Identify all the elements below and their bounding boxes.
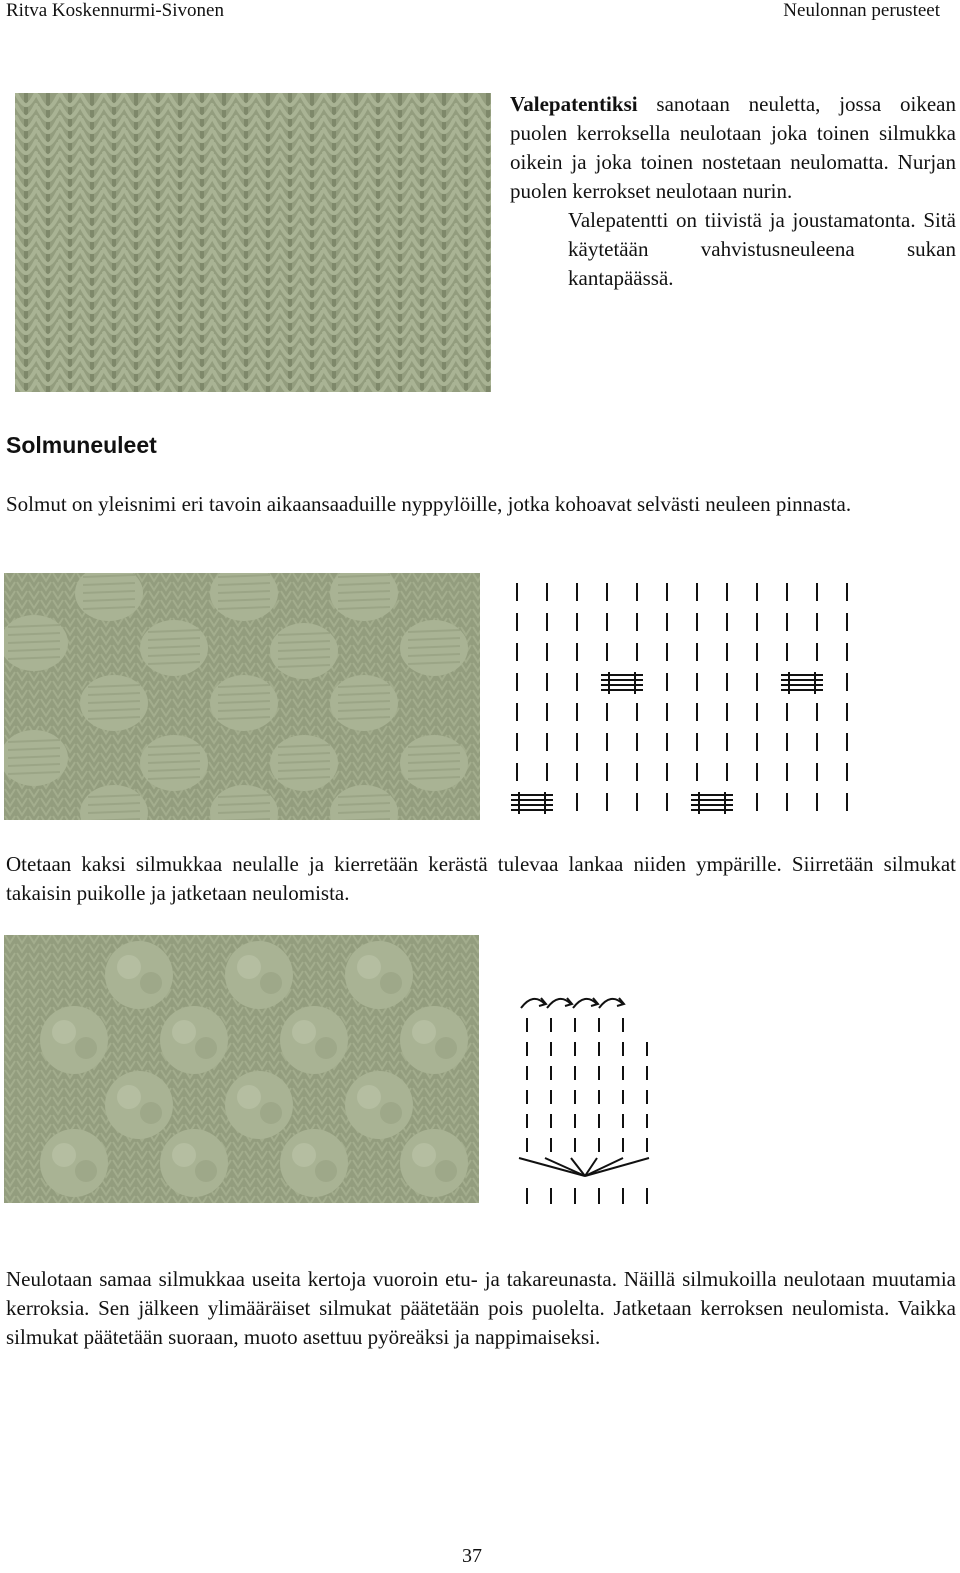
rib-knit-photo bbox=[15, 93, 491, 392]
term-valepatentiksi: Valepatentiksi bbox=[510, 92, 638, 116]
caption-popcorn-bobble: Neulotaan samaa silmukkaa useita kertoja vuoroin etu- ja takareunasta. Näillä silmukoilla neulotaan muutamia kerroksia. Sen jälkeen ylimääräiset silmukat päätetään pois puolelta. Jatketaan kerroksen neulomista. Vaikka silmukat päätetään suoraan, muoto asettuu pyöreäksi ja nappimaiseksi. bbox=[6, 1267, 956, 1349]
running-header-author: Ritva Koskennurmi-Sivonen bbox=[6, 0, 224, 21]
caption-wrapped-bobble: Otetaan kaksi silmukkaa neulalle ja kierretään kerästä tulevaa lankaa niiden ympärille. Siirretään silmukat takaisin puikolle ja jatketaan neulomista. bbox=[6, 852, 956, 905]
knitting-chart-2 bbox=[515, 990, 660, 1210]
knitting-chart-1 bbox=[505, 575, 855, 825]
section-heading: Solmuneuleet bbox=[6, 432, 157, 458]
valepatentti-definition: sanotaan neuletta, jossa oikean puolen kerroksella neulotaan joka toinen silmukka oikein ja joka toinen nostetaan neulomatta. Nurjan puolen kerrokset neulotaan nurin. bbox=[510, 92, 956, 203]
page-number: 37 bbox=[462, 1545, 482, 1567]
valepatentti-description bbox=[510, 90, 956, 293]
running-header-title: Neulonnan perusteet bbox=[783, 0, 940, 21]
section-intro: Solmut on yleisnimi eri tavoin aikaansaaduille nyppylöille, jotka kohoavat selvästi neuleen pinnasta. bbox=[6, 492, 852, 516]
valepatentti-usage: Valepatentti on tiivistä ja joustamatonta. Sitä käytetään vahvistusneuleena sukan kantapäässä. bbox=[568, 208, 956, 290]
bobble-knit-photo-2 bbox=[4, 935, 479, 1203]
bobble-knit-photo-1 bbox=[4, 573, 480, 820]
